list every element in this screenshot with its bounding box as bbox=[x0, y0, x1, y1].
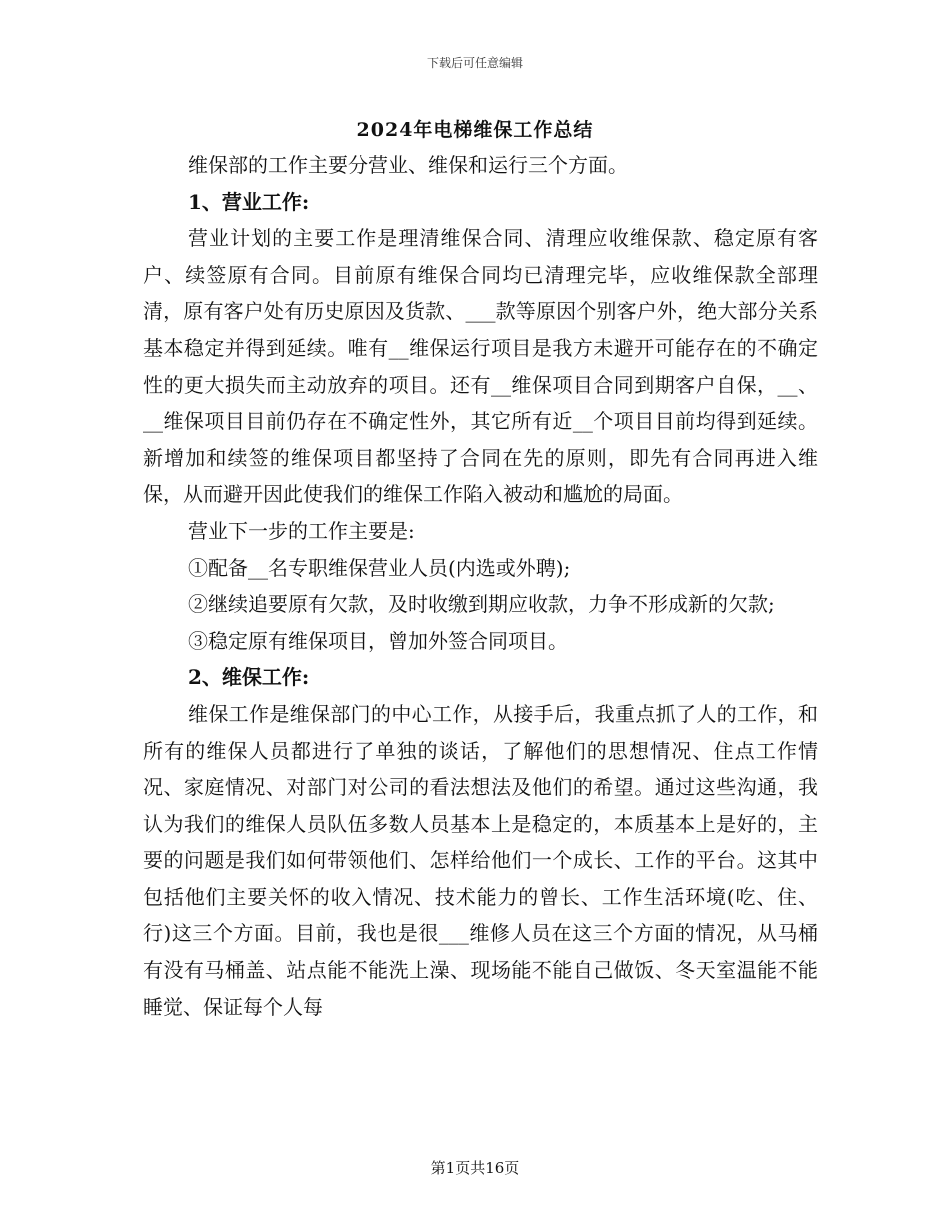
sales-step-2: ②继续追要原有欠款，及时收缴到期应收款，力争不形成新的欠款; bbox=[188, 592, 775, 617]
sales-paragraph: 营业计划的主要工作是理清维保合同、清理应收维保款、稳定原有客户、续签原有合同。目前原有维保合同均已清理完毕，应收维保款全部理清，原有客户处有历史原因及货款、___款等原因个别客户外，绝大部分关系基本稳定并得到延续。唯有__维保运行项目是我方未避开可能存在的不确定性的更大损失而主动放弃的项目。还有__维保项目合同到期客户自保，__、__维保项目目前仍存在不确定性外，其它所有近__个项目目前均得到延续。新增加和续签的维保项目都坚持了合同在先的原则，即先有合同再进入维保，从而避开因此使我们的维保工作陷入被动和尴尬的局面。 bbox=[143, 226, 818, 507]
sales-next-steps-intro: 营业下一步的工作主要是: bbox=[188, 518, 415, 543]
document-title: 2024年电梯维保工作总结 bbox=[356, 119, 594, 141]
sales-step-1: ①配备__名专职维保营业人员(内选或外聘); bbox=[188, 555, 571, 580]
maintenance-paragraph: 维保工作是维保部门的中心工作，从接手后，我重点抓了人的工作，和所有的维保人员都进行了单独的谈话，了解他们的思想情况、住点工作情况、家庭情况、对部门对公司的看法想法及他们的希望。通过这些沟通，我认为我们的维保人员队伍多数人员基本上是稳定的，本质基本上是好的，主要的问题是我们如何带领他们、怎样给他们一个成长、工作的平台。这其中包括他们主要关怀的收入情况、技术能力的曾长、工作生活环境(吃、住、行)这三个方面。目前，我也是很___维修人员在这三个方面的情况，从马桶有没有马桶盖、站点能不能洗上澡、现场能不能自己做饭、冬天室温能不能睡觉、保证每个人每 bbox=[143, 701, 818, 1019]
sales-step-3: ③稳定原有维保项目，曾加外签合同项目。 bbox=[188, 628, 568, 653]
intro-paragraph: 维保部的工作主要分营业、维保和运行三个方面。 bbox=[188, 153, 628, 177]
page-header-note: 下载后可任意编辑 bbox=[426, 56, 523, 70]
section-heading-sales: 1、营业工作: bbox=[188, 189, 310, 214]
section-heading-maintenance: 2、维保工作: bbox=[188, 665, 310, 690]
document-body bbox=[143, 147, 818, 1025]
page-number: 第1页共16页 bbox=[430, 1159, 520, 1177]
